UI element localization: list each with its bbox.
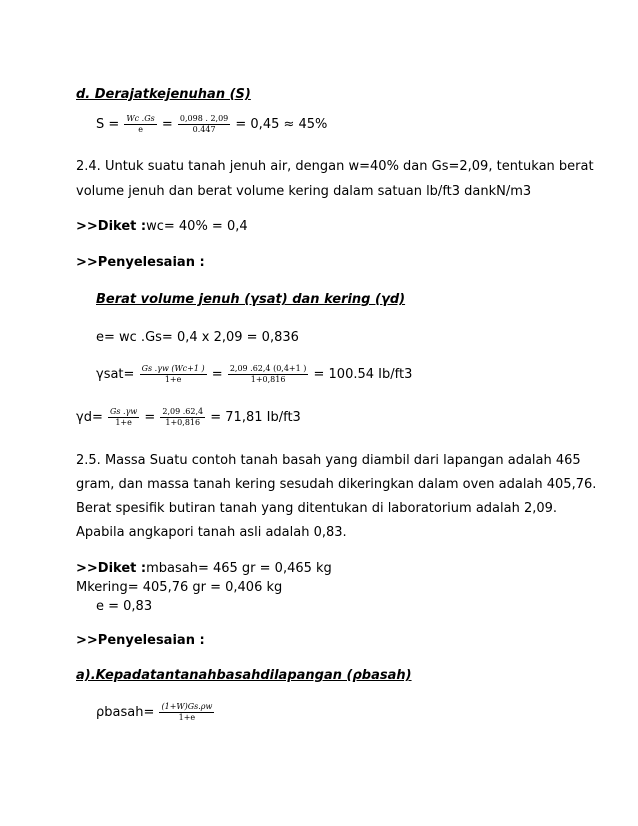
diket-1	[76, 219, 248, 235]
problem-2-4-line-2: volume jenuh dan berat volume kering dalam satuan lb/ft3 dankN/m3	[76, 184, 532, 199]
problem-2-5-line-3: Berat spesifik butiran tanah yang ditentukan di laboratorium adalah 2,09.	[76, 501, 558, 516]
problem-2-5-line-4: Apabila angkapori tanah asli adalah 0,83.	[76, 525, 347, 540]
eq-gd-fraction-2	[160, 407, 205, 428]
eq-rho-lhs: ρbasah=	[96, 705, 155, 720]
eq-gd-equals: =	[144, 410, 156, 425]
void-ratio-line: e= wc .Gs= 0,4 x 2,09 = 0,836	[96, 330, 299, 345]
eq-gd-f2-denominator: 1+0,816	[165, 418, 201, 427]
subsection-1-title: Berat volume jenuh (γsat) dan kering (γd)	[96, 292, 406, 307]
penyelesaian-1: >>Penyelesaian :	[76, 255, 205, 270]
equation-rho-basah	[96, 702, 215, 723]
problem-2-5-line-2: gram, dan massa tanah kering sesudah dikeringkan dalam oven adalah 405,76.	[76, 477, 597, 492]
eq-s-f1-numerator: Wc .Gs	[126, 114, 155, 123]
void-ratio-2: e = 0,83	[96, 599, 153, 614]
eq-rho-f1-denominator: 1+e	[178, 713, 196, 722]
equation-gamma-d	[76, 407, 301, 428]
eq-s-f2-denominator: 0.447	[192, 125, 216, 134]
eq-rho-fraction-1	[159, 702, 214, 723]
equation-gamma-sat	[96, 364, 412, 385]
eq-s-f1-denominator: e	[138, 125, 143, 134]
eq-gsat-f2-numerator: 2,09 .62,4 (0,4+1 )	[229, 364, 307, 373]
diket-2	[76, 561, 332, 577]
eq-gd-f2-numerator: 2,09 .62,4	[162, 407, 204, 416]
eq-s-equals: =	[161, 117, 173, 132]
eq-gd-lhs: γd=	[76, 410, 103, 425]
equation-s	[96, 114, 327, 135]
problem-2-4-line-1: 2.4. Untuk suatu tanah jenuh air, dengan w=40% dan Gs=2,09, tentukan berat	[76, 159, 594, 174]
subsection-2-title: a).Kepadatantanahbasahdilapangan (ρbasah)	[76, 668, 412, 683]
eq-s-fraction-1	[124, 114, 156, 135]
diket-1-label: >>Diket :	[76, 219, 147, 234]
diket-2-value: mbasah= 465 gr = 0,465 kg	[146, 561, 332, 576]
eq-gd-f1-numerator: Gs .γw	[109, 407, 138, 416]
eq-gsat-result: = 100.54 Ib/ft3	[313, 367, 413, 382]
eq-gsat-f1-numerator: Gs .γw (Wc+1 )	[141, 364, 205, 373]
eq-s-fraction-2	[178, 114, 230, 135]
penyelesaian-2: >>Penyelesaian :	[76, 633, 205, 648]
eq-gsat-equals: =	[211, 367, 223, 382]
eq-s-result: = 0,45 ≈ 45%	[235, 117, 328, 132]
eq-gd-f1-denominator: 1+e	[115, 418, 132, 427]
eq-gsat-f1-denominator: 1+e	[164, 375, 182, 384]
eq-gsat-f2-denominator: 1+0,816	[250, 375, 286, 384]
eq-gsat-lhs: γsat=	[96, 367, 135, 382]
eq-rho-f1-numerator: (1+W)Gs.ρw	[161, 702, 213, 711]
eq-s-f2-numerator: 0,098 . 2,09	[179, 114, 229, 123]
diket-2-label: >>Diket :	[76, 561, 147, 576]
diket-1-value: wc= 40% = 0,4	[146, 219, 248, 234]
eq-gsat-fraction-1	[140, 364, 207, 385]
mkering-line: Mkering= 405,76 gr = 0,406 kg	[76, 580, 283, 595]
eq-gsat-fraction-2	[228, 364, 309, 385]
problem-2-5-line-1: 2.5. Massa Suatu contoh tanah basah yang diambil dari lapangan adalah 465	[76, 453, 581, 468]
eq-s-lhs: S =	[96, 117, 120, 132]
section-d-title: d. Derajatkejenuhan (S)	[76, 87, 251, 102]
eq-gd-fraction-1	[108, 407, 139, 428]
eq-gd-result: = 71,81 Ib/ft3	[210, 410, 301, 425]
